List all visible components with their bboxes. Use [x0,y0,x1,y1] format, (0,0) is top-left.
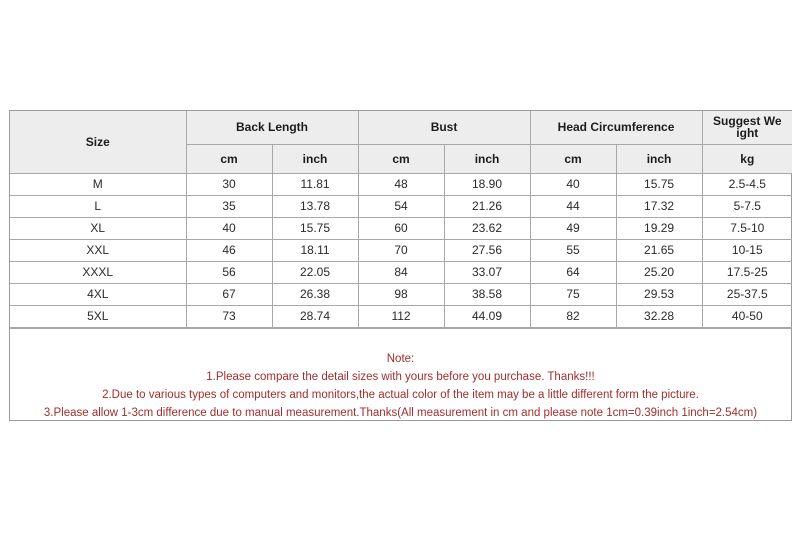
bust-header: Bust [358,111,530,145]
size-cell: M [10,174,186,196]
table-cell: 64 [530,262,616,284]
size-cell: XXXL [10,262,186,284]
table-cell: 25-37.5 [702,284,792,306]
table-cell: 44.09 [444,306,530,328]
table-cell: 46 [186,240,272,262]
table-row [10,262,792,284]
table-cell: 10-15 [702,240,792,262]
size-header: Size [10,111,186,174]
notes-section [10,328,791,420]
size-cell: L [10,196,186,218]
table-cell: 55 [530,240,616,262]
table-cell: 44 [530,196,616,218]
unit-header-inch: inch [444,145,530,174]
table-row [10,218,792,240]
table-cell: 5-7.5 [702,196,792,218]
table-cell: 32.28 [616,306,702,328]
table-cell: 98 [358,284,444,306]
table-row [10,284,792,306]
table-cell: 21.26 [444,196,530,218]
head-circumference-header: Head Circumference [530,111,702,145]
table-row [10,306,792,328]
table-cell: 70 [358,240,444,262]
unit-header-cm: cm [186,145,272,174]
size-cell: XL [10,218,186,240]
unit-header-inch: inch [272,145,358,174]
table-cell: 25.20 [616,262,702,284]
back-length-header: Back Length [186,111,358,145]
table-cell: 7.5-10 [702,218,792,240]
table-cell: 15.75 [616,174,702,196]
table-cell: 49 [530,218,616,240]
note-title: Note: [386,353,415,365]
table-cell: 15.75 [272,218,358,240]
table-row [10,196,792,218]
size-table [10,111,792,328]
table-cell: 18.90 [444,174,530,196]
unit-header-inch: inch [616,145,702,174]
table-cell: 67 [186,284,272,306]
table-cell: 82 [530,306,616,328]
table-cell: 28.74 [272,306,358,328]
table-row [10,240,792,262]
table-cell: 54 [358,196,444,218]
table-cell: 17.32 [616,196,702,218]
table-cell: 27.56 [444,240,530,262]
unit-header-cm: cm [530,145,616,174]
table-cell: 84 [358,262,444,284]
table-cell: 38.58 [444,284,530,306]
note-line-1: 1.Please compare the detail sizes with yours before you purchase. Thanks!!! [206,371,595,383]
table-cell: 35 [186,196,272,218]
size-cell: 5XL [10,306,186,328]
table-cell: 17.5-25 [702,262,792,284]
table-cell: 29.53 [616,284,702,306]
table-cell: 21.65 [616,240,702,262]
table-cell: 2.5-4.5 [702,174,792,196]
suggest-weight-header: Suggest Weight [702,111,792,145]
table-cell: 73 [186,306,272,328]
table-cell: 19.29 [616,218,702,240]
table-cell: 11.81 [272,174,358,196]
size-table-body [10,174,792,328]
table-cell: 40 [530,174,616,196]
table-cell: 112 [358,306,444,328]
table-row [10,174,792,196]
table-cell: 13.78 [272,196,358,218]
note-line-3: 3.Please allow 1-3cm difference due to manual measurement.Thanks(All measurement in cm and please note 1cm=0.39inch 1inch=2.54cm) [43,407,758,419]
size-chart [9,110,792,421]
table-cell: 33.07 [444,262,530,284]
table-cell: 48 [358,174,444,196]
size-cell: XXL [10,240,186,262]
table-cell: 26.38 [272,284,358,306]
table-cell: 75 [530,284,616,306]
table-cell: 18.11 [272,240,358,262]
header-row-primary [10,111,792,145]
note-line-2: 2.Due to various types of computers and monitors,the actual color of the item may be a little different form the picture. [102,389,699,401]
unit-header-cm: cm [358,145,444,174]
table-cell: 22.05 [272,262,358,284]
table-cell: 30 [186,174,272,196]
table-cell: 56 [186,262,272,284]
table-cell: 60 [358,218,444,240]
table-cell: 23.62 [444,218,530,240]
unit-header-kg: kg [702,145,792,174]
table-cell: 40-50 [702,306,792,328]
size-cell: 4XL [10,284,186,306]
table-cell: 40 [186,218,272,240]
